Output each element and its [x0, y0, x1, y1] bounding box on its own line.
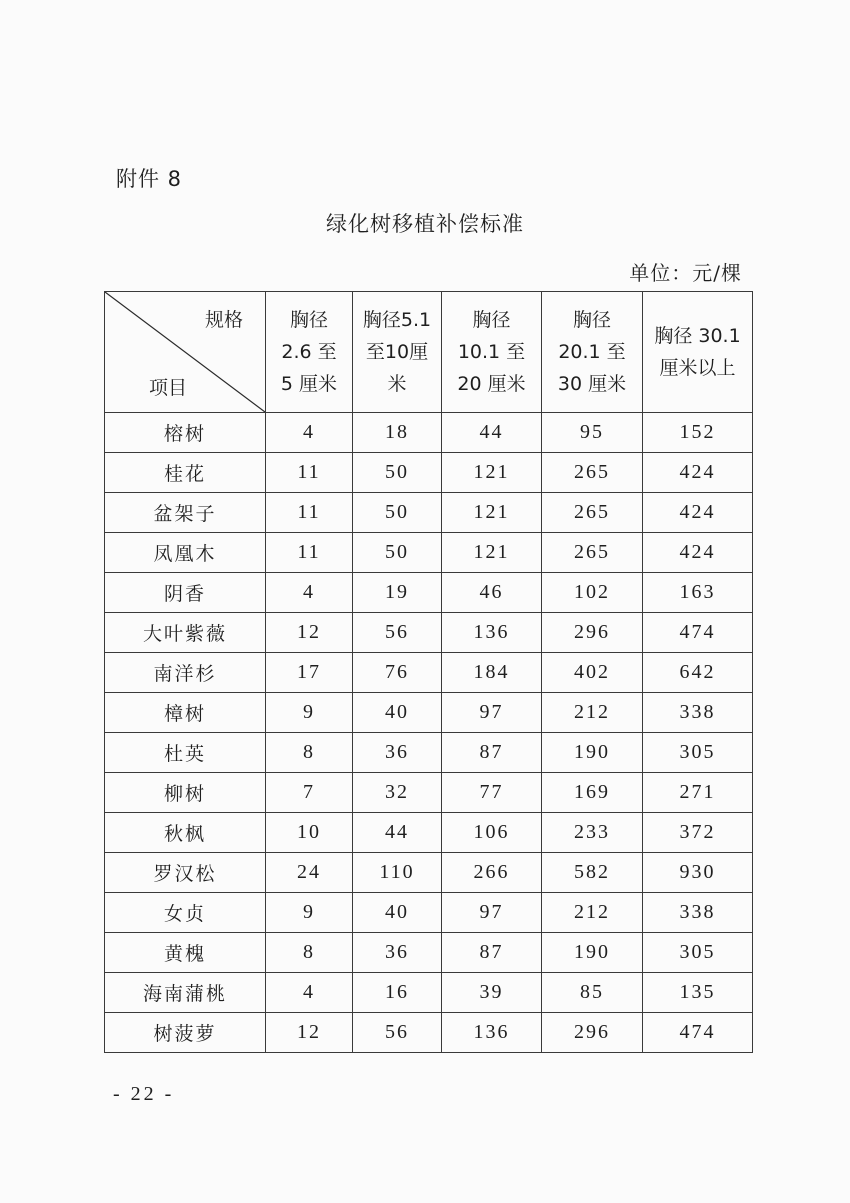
price-cell: 10: [266, 813, 353, 853]
price-cell: 135: [643, 973, 753, 1013]
price-cell: 46: [442, 573, 542, 613]
price-cell: 36: [353, 933, 442, 973]
price-cell: 190: [542, 733, 643, 773]
header-row: [105, 292, 753, 413]
table-row: [105, 653, 753, 693]
price-cell: 474: [643, 1013, 753, 1053]
attachment-label: 附件 8: [116, 167, 183, 191]
price-cell: 56: [353, 613, 442, 653]
price-cell: 110: [353, 853, 442, 893]
price-cell: 4: [266, 413, 353, 453]
price-cell: 265: [542, 493, 643, 533]
tree-name-cell: 南洋杉: [105, 653, 266, 693]
price-cell: 40: [353, 693, 442, 733]
price-cell: 39: [442, 973, 542, 1013]
price-cell: 44: [442, 413, 542, 453]
price-cell: 121: [442, 533, 542, 573]
document-title: 绿化树移植补偿标准: [326, 212, 524, 236]
price-cell: 8: [266, 933, 353, 973]
price-cell: 265: [542, 453, 643, 493]
price-cell: 97: [442, 893, 542, 933]
price-cell: 296: [542, 613, 643, 653]
tree-name-cell: 阴香: [105, 573, 266, 613]
tree-name-cell: 樟树: [105, 693, 266, 733]
column-header: 胸径5.1 至10厘 米: [353, 292, 442, 413]
price-cell: 11: [266, 533, 353, 573]
column-header: 胸径 10.1 至 20 厘米: [442, 292, 542, 413]
price-cell: 136: [442, 613, 542, 653]
page-number: - 22 -: [113, 1083, 175, 1105]
tree-name-cell: 大叶紫薇: [105, 613, 266, 653]
price-cell: 424: [643, 493, 753, 533]
table-row: [105, 573, 753, 613]
price-cell: 163: [643, 573, 753, 613]
price-cell: 7: [266, 773, 353, 813]
price-cell: 233: [542, 813, 643, 853]
price-cell: 338: [643, 693, 753, 733]
price-cell: 102: [542, 573, 643, 613]
table-row: [105, 773, 753, 813]
price-cell: 121: [442, 493, 542, 533]
price-cell: 50: [353, 453, 442, 493]
column-header: 胸径 30.1 厘米以上: [643, 292, 753, 413]
spec-label: 规格: [204, 309, 243, 331]
table-row: [105, 693, 753, 733]
tree-name-cell: 海南蒲桃: [105, 973, 266, 1013]
price-cell: 17: [266, 653, 353, 693]
compensation-table: [104, 291, 753, 1053]
table-row: [105, 813, 753, 853]
price-cell: 424: [643, 533, 753, 573]
table-row: [105, 493, 753, 533]
tree-name-cell: 盆架子: [105, 493, 266, 533]
price-cell: 87: [442, 933, 542, 973]
price-cell: 50: [353, 493, 442, 533]
price-cell: 16: [353, 973, 442, 1013]
price-cell: 424: [643, 453, 753, 493]
price-cell: 121: [442, 453, 542, 493]
price-cell: 4: [266, 973, 353, 1013]
table-row: [105, 933, 753, 973]
price-cell: 19: [353, 573, 442, 613]
price-cell: 212: [542, 893, 643, 933]
table-row: [105, 533, 753, 573]
price-cell: 85: [542, 973, 643, 1013]
price-cell: 87: [442, 733, 542, 773]
price-cell: 190: [542, 933, 643, 973]
table-row: [105, 613, 753, 653]
tree-name-cell: 桂花: [105, 453, 266, 493]
unit-label: 单位：元/棵: [629, 261, 742, 285]
price-cell: 305: [643, 733, 753, 773]
price-cell: 76: [353, 653, 442, 693]
price-cell: 77: [442, 773, 542, 813]
table-row: [105, 413, 753, 453]
price-cell: 266: [442, 853, 542, 893]
price-cell: 50: [353, 533, 442, 573]
table-body: [105, 413, 753, 1053]
tree-name-cell: 树菠萝: [105, 1013, 266, 1053]
tree-name-cell: 榕树: [105, 413, 266, 453]
table-row: [105, 893, 753, 933]
price-cell: 9: [266, 893, 353, 933]
tree-name-cell: 黄槐: [105, 933, 266, 973]
tree-name-cell: 凤凰木: [105, 533, 266, 573]
table-row: [105, 453, 753, 493]
price-cell: 305: [643, 933, 753, 973]
table-row: [105, 853, 753, 893]
price-cell: 271: [643, 773, 753, 813]
price-cell: 642: [643, 653, 753, 693]
price-cell: 95: [542, 413, 643, 453]
column-header: 胸径 20.1 至 30 厘米: [542, 292, 643, 413]
price-cell: 9: [266, 693, 353, 733]
price-cell: 402: [542, 653, 643, 693]
tree-name-cell: 女贞: [105, 893, 266, 933]
price-cell: 152: [643, 413, 753, 453]
price-cell: 296: [542, 1013, 643, 1053]
price-cell: 8: [266, 733, 353, 773]
price-cell: 32: [353, 773, 442, 813]
price-cell: 97: [442, 693, 542, 733]
price-cell: 12: [266, 1013, 353, 1053]
price-cell: 4: [266, 573, 353, 613]
price-cell: 474: [643, 613, 753, 653]
price-cell: 169: [542, 773, 643, 813]
price-cell: 40: [353, 893, 442, 933]
price-cell: 930: [643, 853, 753, 893]
price-cell: 212: [542, 693, 643, 733]
price-cell: 184: [442, 653, 542, 693]
corner-header-cell: [105, 292, 266, 413]
price-cell: 24: [266, 853, 353, 893]
table-row: [105, 1013, 753, 1053]
price-cell: 11: [266, 493, 353, 533]
price-cell: 372: [643, 813, 753, 853]
price-cell: 12: [266, 613, 353, 653]
price-cell: 36: [353, 733, 442, 773]
tree-name-cell: 柳树: [105, 773, 266, 813]
price-cell: 582: [542, 853, 643, 893]
price-cell: 106: [442, 813, 542, 853]
tree-name-cell: 杜英: [105, 733, 266, 773]
table-row: [105, 973, 753, 1013]
tree-name-cell: 秋枫: [105, 813, 266, 853]
price-cell: 18: [353, 413, 442, 453]
tree-name-cell: 罗汉松: [105, 853, 266, 893]
price-cell: 338: [643, 893, 753, 933]
price-cell: 136: [442, 1013, 542, 1053]
price-cell: 265: [542, 533, 643, 573]
column-header: 胸径 2.6 至 5 厘米: [266, 292, 353, 413]
price-cell: 44: [353, 813, 442, 853]
table-row: [105, 733, 753, 773]
item-label: 项目: [149, 377, 188, 399]
price-cell: 11: [266, 453, 353, 493]
price-cell: 56: [353, 1013, 442, 1053]
